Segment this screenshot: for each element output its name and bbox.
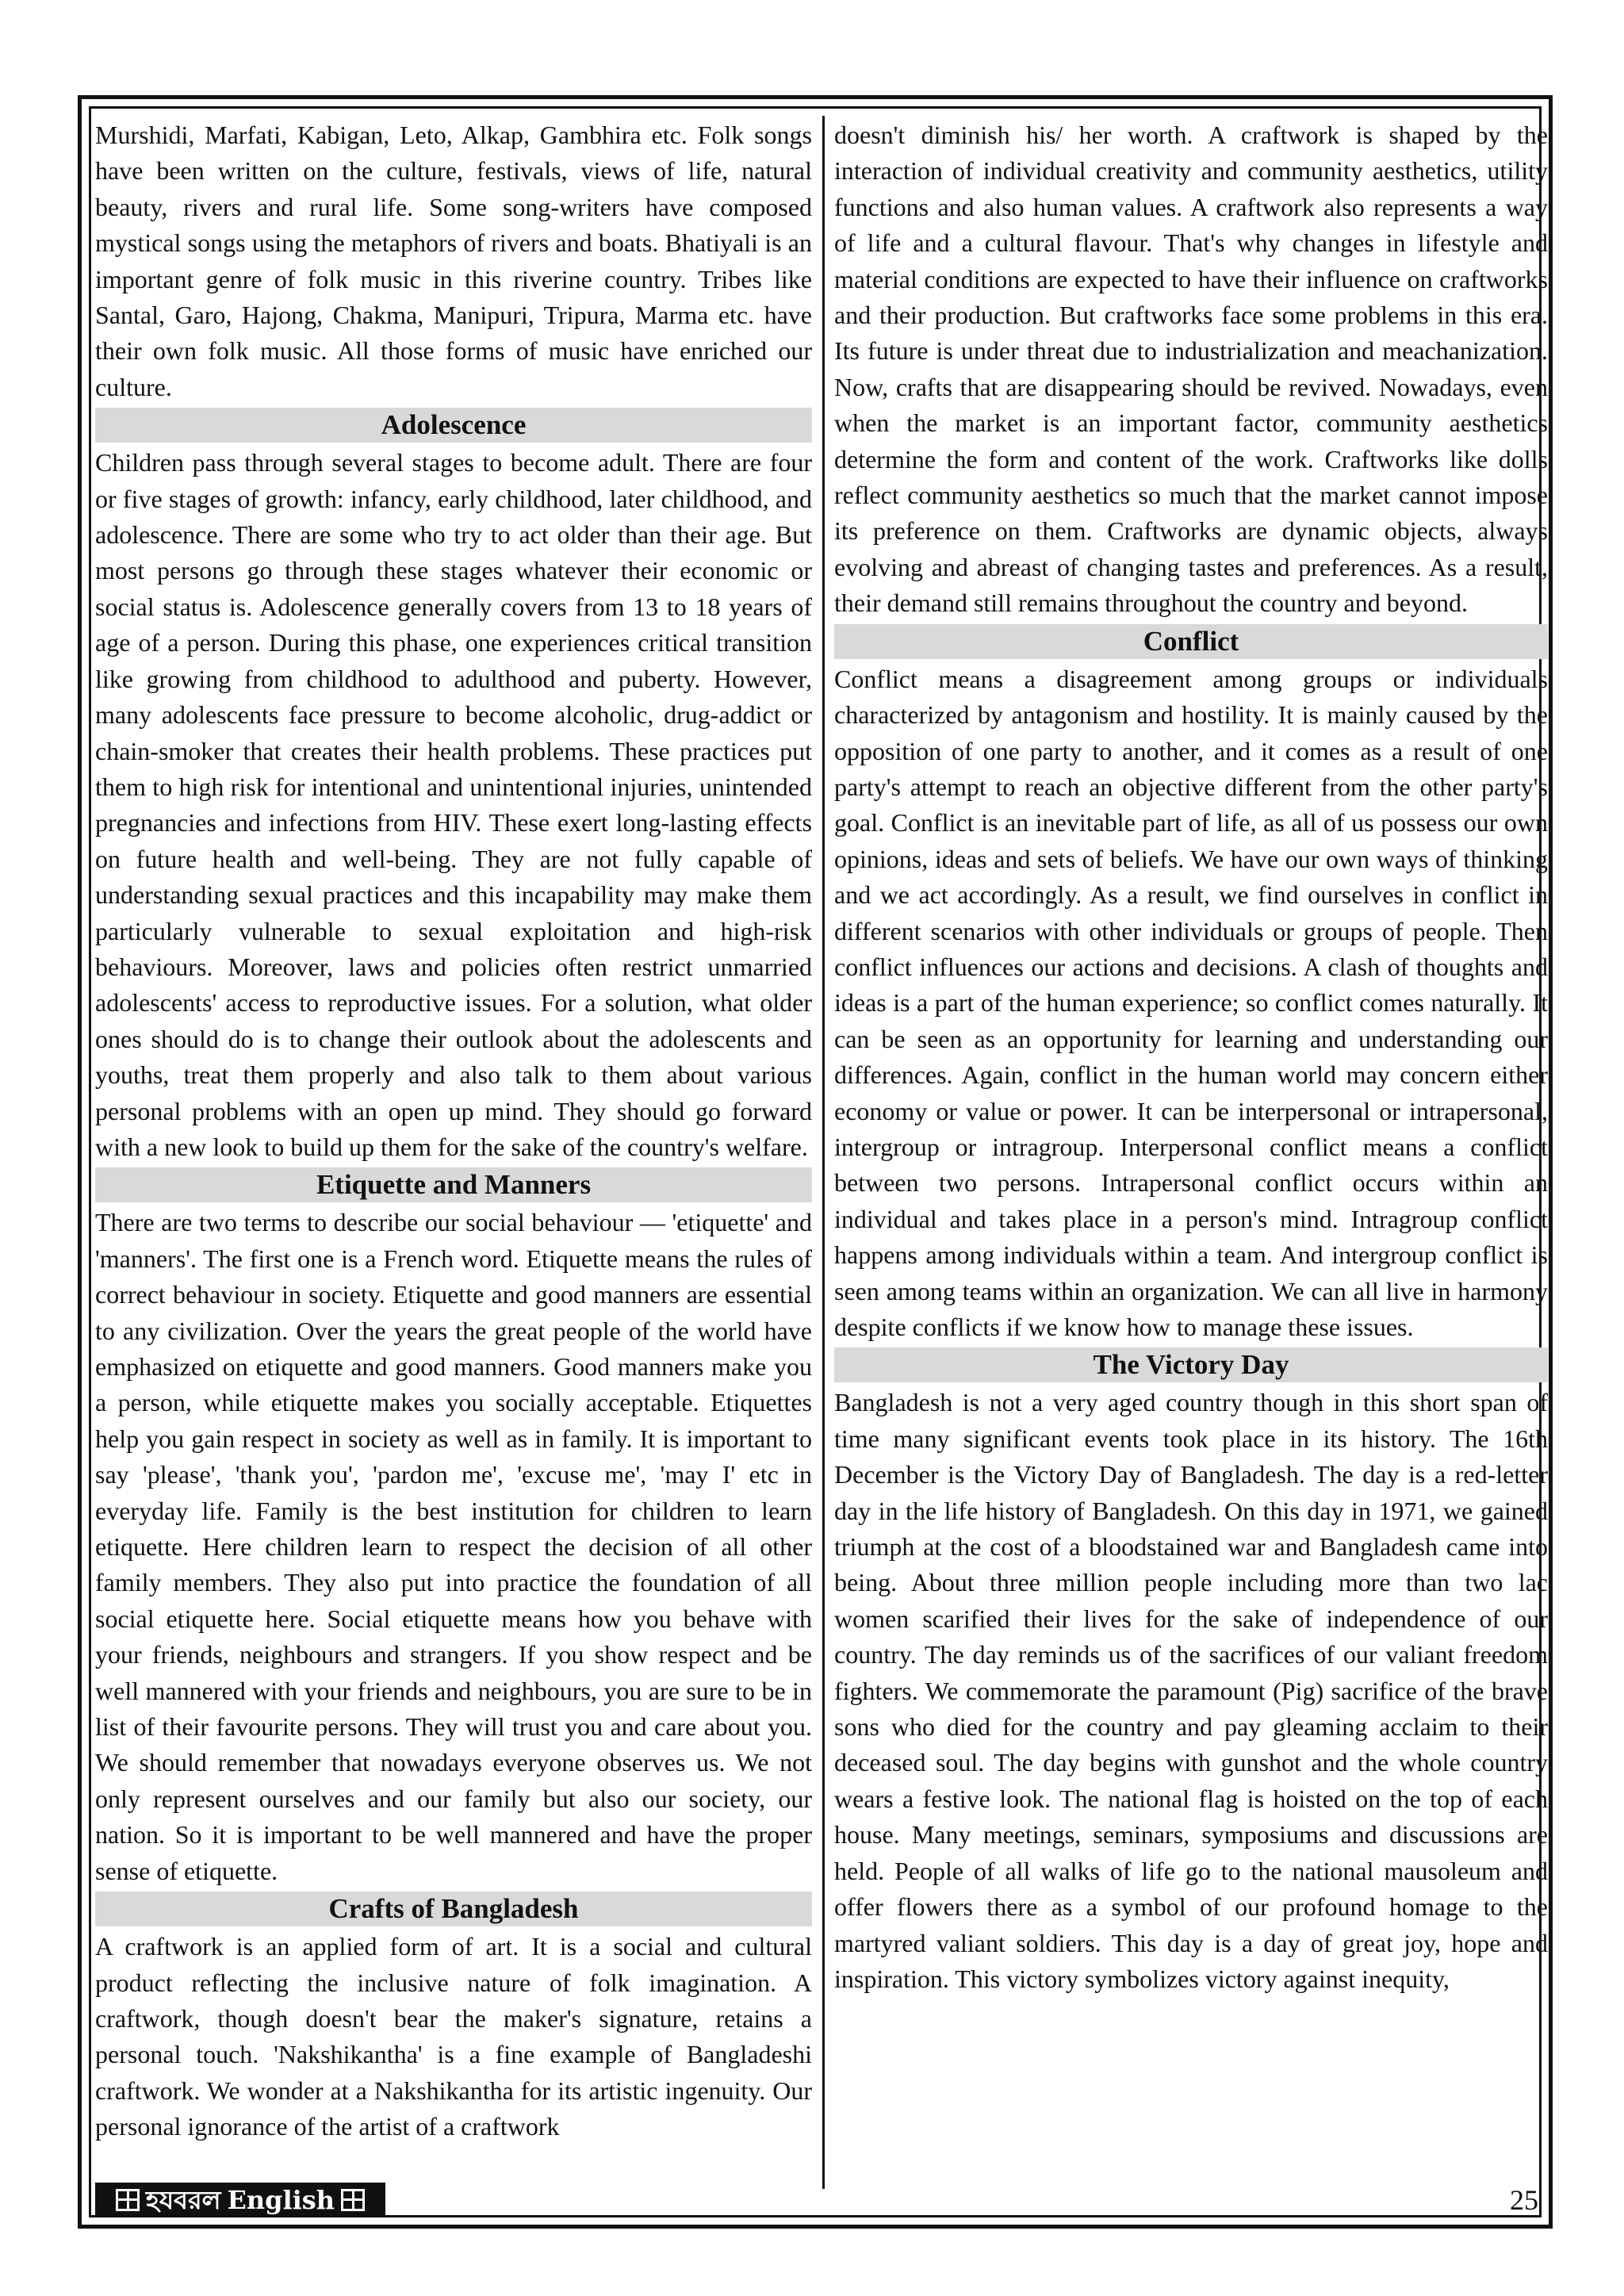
section-text-etiquette: There are two terms to describe our social behaviour — 'etiquette' and 'manners'. The first one is a French word. Etiquette means the rules of correct behaviour in society. Etiquette and good manners are essential to any civilization. Over the years the great people of the world have emphasized on etiquette and good manners. Good manners make you a person, while etiquette makes you socially acceptable. Etiquettes help you gain respect in society as well as in family. It is important to say 'please', 'thank you', 'pardon me', 'excuse me', 'may I' etc in everyday life. Family is the best institution for children to learn etiquette. Here children learn to respect the decision of all other family members. They also put into practice the foundation of all social etiquette here. Social etiquette means how you behave with your friends, neighbours and strangers. If you show respect and be well mannered with your friends and neighbours, you are sure to be in list of their favourite persons. They will trust you and care about you. We should remember that nowadays everyone observes us. We not only represent ourselves and our family but also our society, our nation. So it is important to be well mannered and have the proper sense of etiquette.: [95, 1208, 812, 1885]
column-divider: [822, 116, 825, 2189]
book-icon: [116, 2189, 140, 2211]
footer-brand-logo: [95, 2183, 385, 2217]
right-intro-paragraph: doesn't diminish his/ her worth. A craftwork is shaped by the interaction of individual creativity and community aesthetics, utility functions and also human values. A craftwork also represents a way of life and a cultural flavour. That's why changes in lifestyle and material conditions are expected to have their influence on craftworks and their production. But craftworks face some problems in this era. Its future is under threat due to industrialization and meachanization. Now, crafts that are disappearing should be revived. Nowadays, even when the market is an important factor, community aesthetics determine the form and content of the work. Craftworks like dolls reflect community aesthetics so much that the market cannot impose its preference on them. Craftworks are dynamic objects, always evolving and abreast of changing tastes and preferences. As a result, their demand still remains throughout the country and beyond.: [834, 121, 1548, 618]
left-column: [95, 117, 812, 2171]
section-text-conflict: Conflict means a disagreement among groups or individuals characterized by antagonism and hostility. It is mainly caused by the opposition of one party to another, and it comes as a result of one party's attempt to reach an objective different from the other party's goal. Conflict is an inevitable part of life, as all of us possess our own opinions, ideas and sets of beliefs. We have our own ways of thinking and we act accordingly. As a result, we find ourselves in conflict in different scenarios with other individuals or groups of people. Then conflict influences our actions and decisions. A clash of thoughts and ideas is a part of the human experience; so conflict comes naturally. It can be seen as an opportunity for learning and understanding our differences. Again, conflict in the human world may concern either economy or value or power. It can be interpersonal or intrapersonal, intergroup or intragroup. Interpersonal conflict means a conflict between two persons. Intrapersonal conflict occurs within an individual and takes place in a person's mind. Intragroup conflict happens among individuals within a team. And intergroup conflict is seen among teams within an organization. We can all live in harmony despite conflicts if we know how to manage these issues.: [834, 664, 1548, 1341]
section-heading-conflict: Conflict: [834, 624, 1548, 659]
section-heading-adolescence: Adolescence: [95, 408, 812, 443]
section-text-adolescence: Children pass through several stages to become adult. There are four or five stages of growth: infancy, early childhood, later childhood, and adolescence. There are some who try to act older than their age. But most persons go through these stages whatever their economic or social status is. Adolescence generally covers from 13 to 18 years of age of a person. During this phase, one experiences critical transition like growing from childhood to adulthood and puberty. However, many adolescents face pressure to become alcoholic, drug-addict or chain-smoker that creates their health problems. These practices put them to high risk for intentional and unintentional injuries, unintended pregnancies and infections from HIV. These exert long-lasting effects on future health and well-being. They are not fully capable of understanding sexual practices and this incapability may make them particularly vulnerable to sexual exploitation and high-risk behaviours. Moreover, laws and policies often restrict unmarried adolescents' access to reproductive issues. For a solution, what older ones should do is to change their outlook about the adolescents and youths, treat them properly and also talk to them about various personal problems with an open up mind. They should go forward with a new look to build up them for the sake of the country's welfare.: [95, 448, 812, 1161]
left-intro-paragraph: Murshidi, Marfati, Kabigan, Leto, Alkap, Gambhira etc. Folk songs have been written on the culture, festivals, views of life, natural beauty, rivers and rural life. Some song-writers have composed mystical songs using the metaphors of rivers and boats. Bhatiyali is an important genre of folk music in this riverine country. Tribes like Santal, Garo, Hajong, Chakma, Manipuri, Tripura, Marma etc. have their own folk music. All those forms of music have enriched our culture.: [95, 121, 812, 401]
section-heading-victory-day: The Victory Day: [834, 1347, 1548, 1382]
page-number: 25: [1510, 2184, 1538, 2216]
book-icon: [341, 2189, 365, 2211]
section-text-victory-day: Bangladesh is not a very aged country though in this short span of time many significant events took place in its history. The 16th December is the Victory Day of Bangladesh. The day is a red-letter day in the life history of Bangladesh. On this day in 1971, we gained triumph at the cost of a bloodstained war and Bangladesh came into being. About three million people including more than two lac women scarified their lives for the sake of independence of our country. The day reminds us of the sacrifices of our valiant freedom fighters. We commemorate the paramount (Pig) sacrifice of the brave sons who died for the country and pay gleaming acclaim to their deceased soul. The day begins with gunshot and the whole country wears a festive look. The national flag is hoisted on the top of each house. Many meetings, seminars, symposiums and discussions are held. People of all walks of life go to the national mausoleum and offer flowers there as a symbol of our profound homage to the martyred valiant soldiers. This day is a day of great joy, hope and inspiration. This victory symbolizes victory against inequity,: [834, 1388, 1548, 1993]
right-column: [834, 117, 1548, 2171]
section-text-crafts: A craftwork is an applied form of art. It is a social and cultural product reflecting the inclusive nature of folk imagination. A craftwork, though doesn't bear the maker's signature, retains a personal touch. 'Nakshikantha' is a fine example of Bangladeshi craftwork. We wonder at a Nakshikantha for its artistic ingenuity. Our personal ignorance of the artist of a craftwork: [95, 1932, 812, 2141]
section-heading-crafts: Crafts of Bangladesh: [95, 1892, 812, 1926]
section-heading-etiquette: Etiquette and Manners: [95, 1167, 812, 1202]
brand-bengali-text: হযবরল: [145, 2185, 221, 2215]
brand-english-text: English: [227, 2185, 335, 2215]
